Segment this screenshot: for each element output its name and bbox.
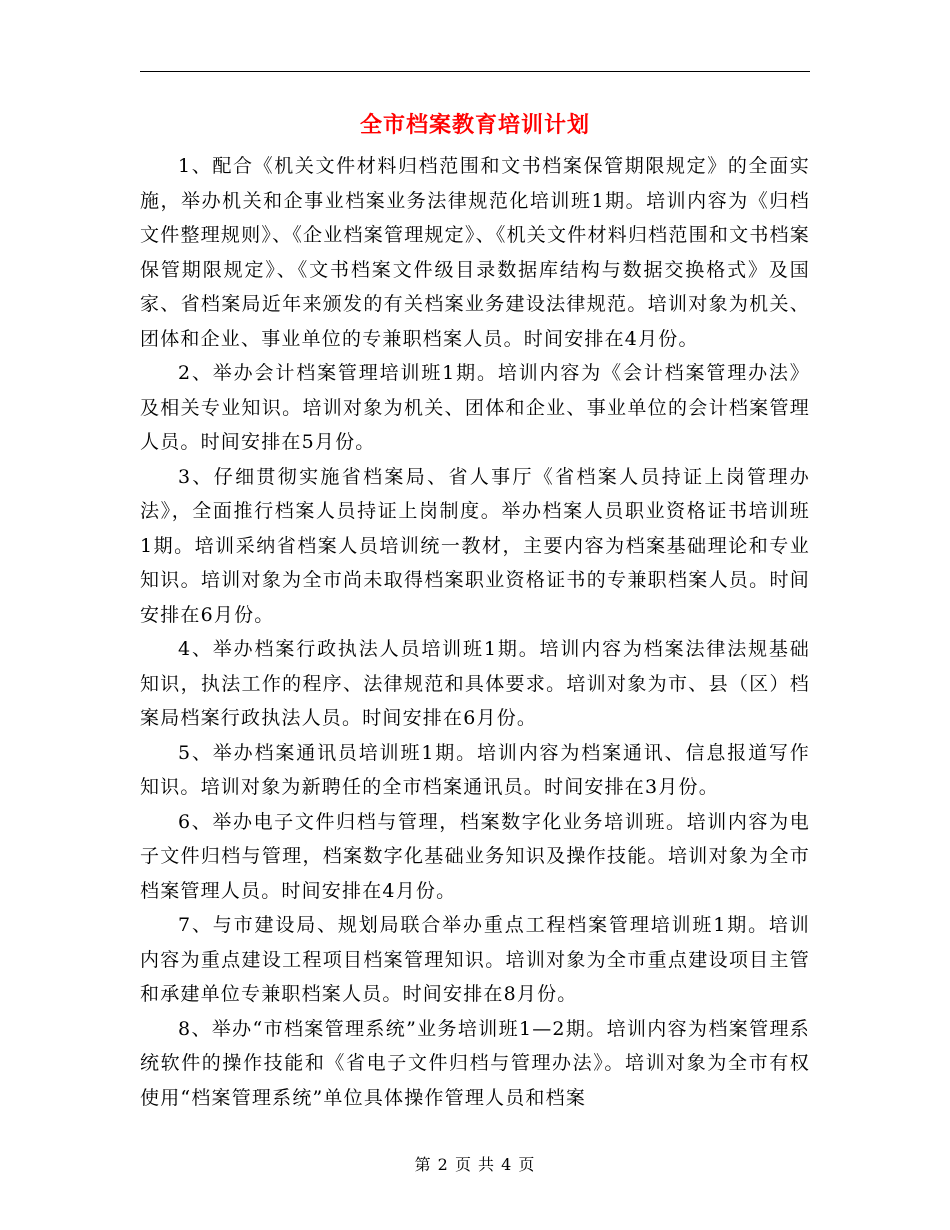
paragraph-3: 3、仔细贯彻实施省档案局、省人事厅《省档案人员持证上岗管理办法》，全面推行档案人员持证上岗制度。举办档案人员职业资格证书培训班1期。培训采纳省档案人员培训统一教材，主要内容为档案基础理论和专业知识。培训对象为全市尚未取得档案职业资格证书的专兼职档案人员。时间安排在6月份。 [140, 465, 810, 626]
page-number: 第 2 页 共 4 页 [414, 1155, 536, 1174]
paragraph-2: 2、举办会计档案管理培训班1期。培训内容为《会计档案管理办法》及相关专业知识。培训对象为机关、团体和企业、事业单位的会计档案管理人员。时间安排在5月份。 [140, 362, 810, 453]
paragraph-8: 8、举办“市档案管理系统”业务培训班1—2期。培训内容为档案管理系统软件的操作技能和《省电子文件归档与管理办法》。培训对象为全市有权使用“档案管理系统”单位具体操作管理人员和档案 [140, 1017, 810, 1109]
paragraph-5: 5、举办档案通讯员培训班1期。培训内容为档案通讯、信息报道写作知识。培训对象为新聘任的全市档案通讯员。时间安排在3月份。 [140, 741, 810, 798]
header-rule [140, 71, 810, 72]
document-title: 全市档案教育培训计划 [359, 112, 590, 138]
paragraph-4: 4、举办档案行政执法人员培训班1期。培训内容为档案法律法规基础知识，执法工作的程序、法律规范和具体要求。培训对象为市、县（区）档案局档案行政执法人员。时间安排在6月份。 [140, 638, 810, 729]
document-body [140, 149, 810, 1115]
paragraph-1: 1、配合《机关文件材料归档范围和文书档案保管期限规定》的全面实施，举办机关和企事业档案业务法律规范化培训班1期。培训内容为《归档文件整理规则》、《企业档案管理规定》、《机关文件材料归档范围和文书档案保管期限规定》、《文书档案文件级目录数据库结构与数据交换格式》及国家、省档案局近年来颁发的有关档案业务建设法律规范。培训对象为机关、团体和企业、事业单位的专兼职档案人员。时间安排在4月份。 [140, 155, 810, 350]
paragraph-7: 7、与市建设局、规划局联合举办重点工程档案管理培训班1期。培训内容为重点建设工程项目档案管理知识。培训对象为全市重点建设项目主管和承建单位专兼职档案人员。时间安排在8月份。 [140, 914, 810, 1005]
paragraph-6: 6、举办电子文件归档与管理，档案数字化业务培训班。培训内容为电子文件归档与管理，档案数字化基础业务知识及操作技能。培训对象为全市档案管理人员。时间安排在4月份。 [140, 810, 810, 902]
